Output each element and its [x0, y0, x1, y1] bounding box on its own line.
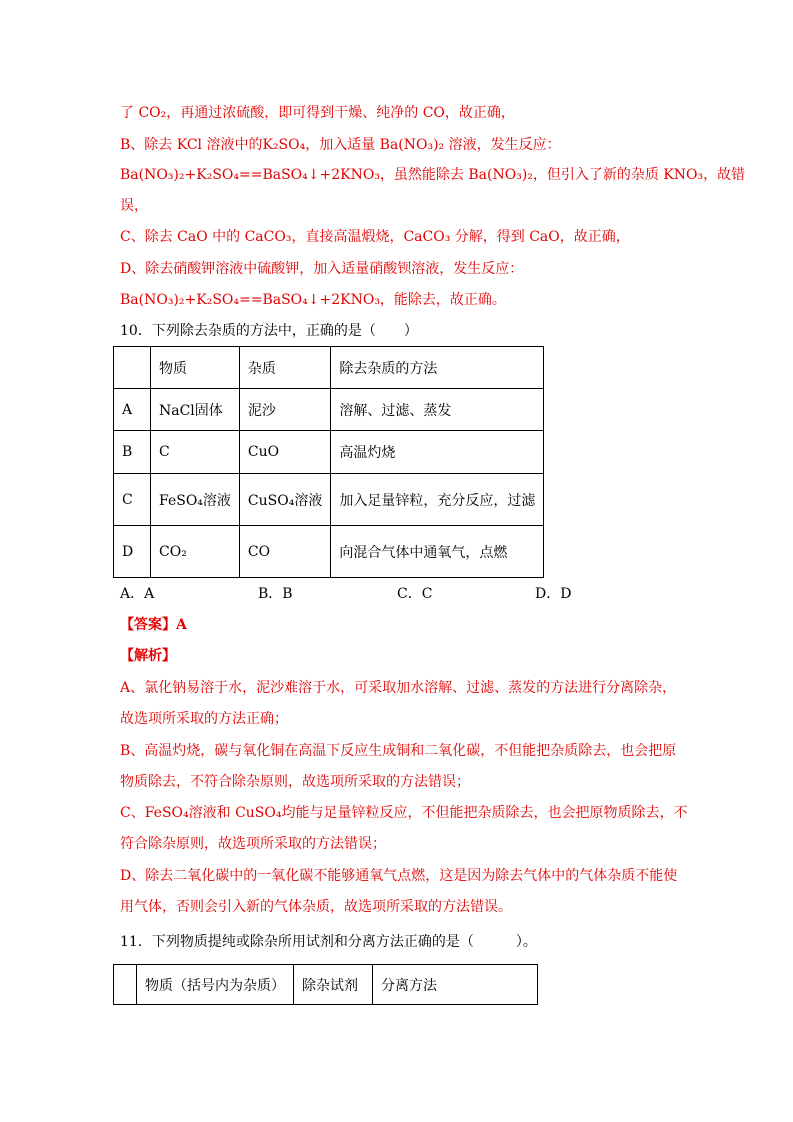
table-cell: 加入足量锌粒，充分反应，过滤 [331, 474, 544, 526]
analysis-line: 故选项所采取的方法正确； [120, 711, 288, 727]
table-cell: NaCl固体 [151, 389, 240, 431]
table-cell: 泥沙 [239, 389, 330, 431]
explanation-line: C、除去 CaO 中的 CaCO₃，直接高温煅烧，CaCO₃ 分解，得到 CaO，故正确， [120, 229, 630, 245]
table-row [114, 526, 544, 578]
explanation-line: Ba(NO₃)₂+K₂SO₄==BaSO₄↓+2KNO₃，虽然能除去 Ba(NO₃)₂，但引入了新的杂质 KNO₃，故错 [120, 167, 746, 183]
table-cell: C [151, 431, 240, 474]
explanation-line: 误， [120, 198, 148, 214]
analysis-line: 用气体，否则会引入新的气体杂质，故选项所采取的方法错误。 [120, 899, 512, 915]
table-cell: B [114, 431, 151, 474]
option-c: C．C [397, 586, 433, 602]
table-cell: CO [239, 526, 330, 578]
analysis-line: C、FeSO₄溶液和 CuSO₄均能与足量锌粒反应，不但能把杂质除去，也会把原物质除去，不 [120, 805, 688, 821]
explanation-line: D、除去硝酸钾溶液中硫酸钾，加入适量硝酸钡溶液，发生反应： [120, 261, 524, 277]
table-cell: 物质 [151, 347, 240, 389]
table-cell: 分离方法 [373, 965, 538, 1005]
explanation-line: 了 CO₂，再通过浓硫酸，即可得到干燥、纯净的 CO，故正确， [120, 105, 515, 121]
analysis-line: D、除去二氧化碳中的一氧化碳不能够通氧气点燃，这是因为除去气体中的气体杂质不能使 [120, 868, 678, 884]
analysis-line: A、氯化钠易溶于水，泥沙难溶于水，可采取加水溶解、过滤、蒸发的方法进行分离除杂， [120, 680, 677, 696]
table-cell [114, 965, 137, 1005]
option-b: B．B [258, 586, 293, 602]
analysis-line: B、高温灼烧，碳与氧化铜在高温下反应生成铜和二氧化碳，不但能把杂质除去，也会把原 [120, 743, 677, 759]
answer-label: 【答案】A [120, 617, 187, 633]
table-cell: C [114, 474, 151, 526]
option-a: A．A [120, 586, 155, 602]
option-d: D．D [535, 586, 572, 602]
explanation-line: Ba(NO₃)₂+K₂SO₄==BaSO₄↓+2KNO₃，能除去，故正确。 [120, 292, 506, 308]
table-cell: 除杂试剂 [294, 965, 373, 1005]
table-cell: 溶解、过滤、蒸发 [331, 389, 544, 431]
table-header-row [114, 347, 544, 389]
table-cell: A [114, 389, 151, 431]
table-row [114, 431, 544, 474]
question-11-table [113, 964, 538, 1005]
question-10-table [113, 346, 544, 578]
table-cell: CO₂ [151, 526, 240, 578]
explanation-line: B、除去 KCl 溶液中的K₂SO₄，加入适量 Ba(NO₃)₂ 溶液，发生反应： [120, 137, 561, 153]
analysis-line: 物质除去，不符合除杂原则，故选项所采取的方法错误； [120, 774, 470, 790]
analysis-label: 【解析】 [120, 648, 176, 664]
table-cell: 物质（括号内为杂质） [137, 965, 294, 1005]
question-10-text: 10．下列除去杂质的方法中，正确的是（ ） [120, 323, 418, 339]
table-cell: D [114, 526, 151, 578]
table-cell: CuO [239, 431, 330, 474]
table-row [114, 474, 544, 526]
table-cell: 高温灼烧 [331, 431, 544, 474]
table-header-row [114, 965, 538, 1005]
table-cell: 杂质 [239, 347, 330, 389]
table-cell: 向混合气体中通氧气，点燃 [331, 526, 544, 578]
table-cell: FeSO₄溶液 [151, 474, 240, 526]
analysis-line: 符合除杂原则，故选项所采取的方法错误； [120, 836, 386, 852]
table-cell [114, 347, 151, 389]
table-cell: 除去杂质的方法 [331, 347, 544, 389]
question-11-text: 11．下列物质提纯或除杂所用试剂和分离方法正确的是（ ）。 [120, 934, 537, 950]
table-row [114, 389, 544, 431]
table-cell: CuSO₄溶液 [239, 474, 330, 526]
